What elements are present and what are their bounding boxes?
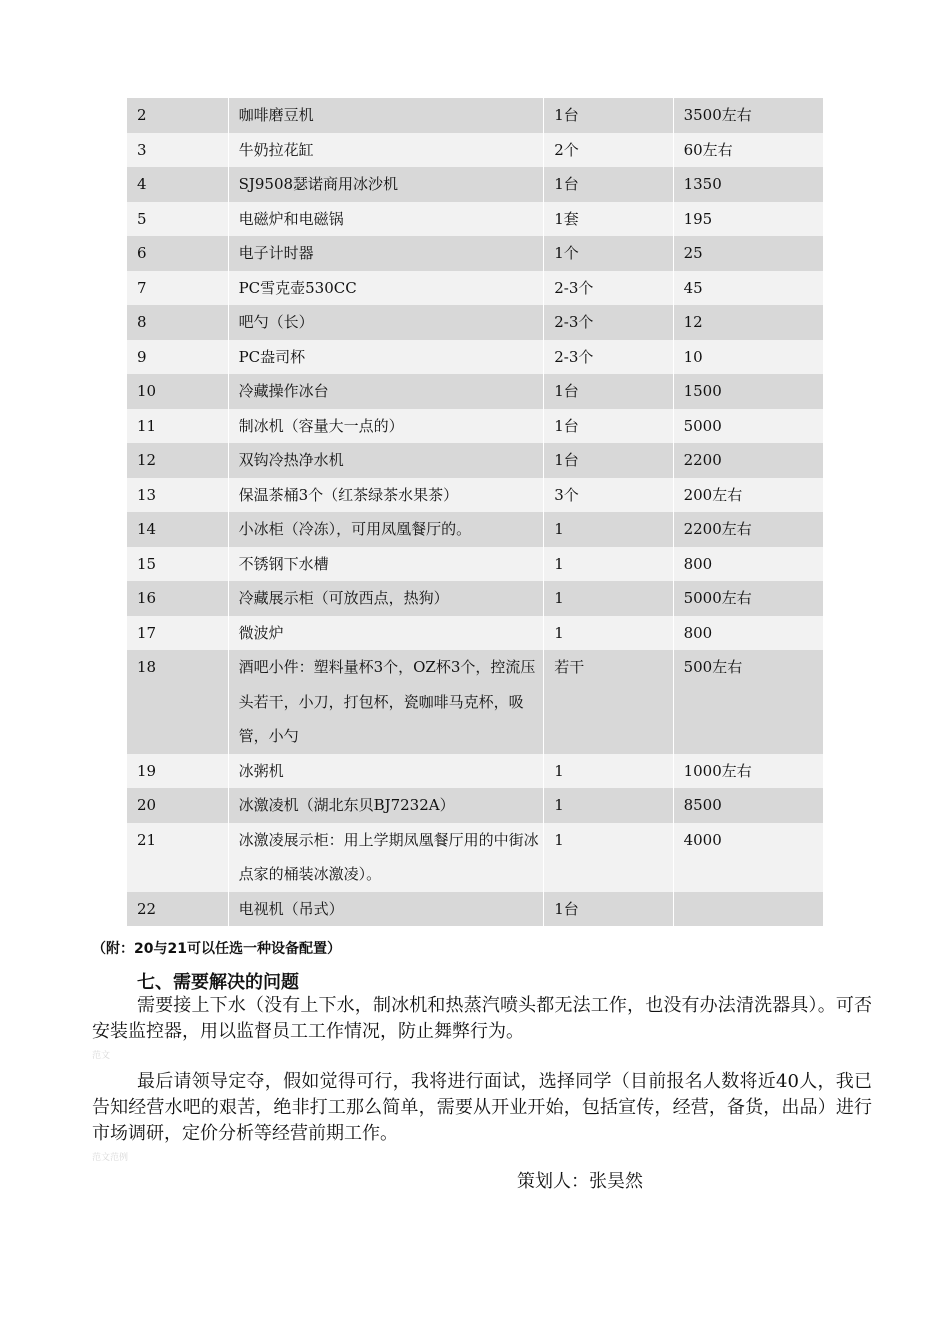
table-row: [127, 374, 823, 409]
cell-index: 15: [127, 547, 228, 582]
table-row: [127, 340, 823, 375]
cell-index: 22: [127, 892, 228, 927]
equipment-table: [127, 98, 823, 926]
table-row: [127, 271, 823, 306]
cell-index: 20: [127, 788, 228, 823]
cell-index: 16: [127, 581, 228, 616]
cell-index: 11: [127, 409, 228, 444]
table-row: [127, 581, 823, 616]
table-row: [127, 547, 823, 582]
table-row: [127, 754, 823, 789]
table-row: [127, 133, 823, 168]
section-heading: 七、需要解决的问题: [137, 972, 299, 993]
cell-quantity: 1台: [544, 443, 673, 478]
cell-price: 1500: [673, 374, 823, 409]
cell-index: 19: [127, 754, 228, 789]
cell-price: 60左右: [673, 133, 823, 168]
cell-index: 10: [127, 374, 228, 409]
cell-quantity: 1: [544, 788, 673, 823]
cell-item: 牛奶拉花缸: [228, 133, 544, 168]
cell-item: 冷藏操作冰台: [228, 374, 544, 409]
faint-watermark-text: 范文: [92, 1051, 111, 1061]
table-row: [127, 236, 823, 271]
cell-index: 3: [127, 133, 228, 168]
cell-item: 电子计时器: [228, 236, 544, 271]
cell-price: 195: [673, 202, 823, 237]
table-row: [127, 443, 823, 478]
cell-index: 17: [127, 616, 228, 651]
cell-price: 5000: [673, 409, 823, 444]
cell-index: 4: [127, 167, 228, 202]
cell-index: 12: [127, 443, 228, 478]
cell-price: 25: [673, 236, 823, 271]
cell-price: 500左右: [673, 650, 823, 754]
cell-price: [673, 892, 823, 927]
cell-quantity: 1: [544, 823, 673, 892]
cell-item: 冰激凌展示柜：用上学期凤凰餐厅用的中街冰点家的桶装冰激凌）。: [228, 823, 544, 892]
cell-quantity: 1台: [544, 98, 673, 133]
cell-item: SJ9508瑟诺商用冰沙机: [228, 167, 544, 202]
cell-item: 小冰柜（冷冻），可用凤凰餐厅的。: [228, 512, 544, 547]
table-row: [127, 892, 823, 927]
cell-item: 电视机（吊式）: [228, 892, 544, 927]
table-row: [127, 202, 823, 237]
cell-price: 800: [673, 616, 823, 651]
cell-quantity: 1: [544, 512, 673, 547]
cell-price: 10: [673, 340, 823, 375]
cell-quantity: 1: [544, 616, 673, 651]
cell-quantity: 1台: [544, 374, 673, 409]
cell-item: 制冰机（容量大一点的）: [228, 409, 544, 444]
cell-quantity: 若干: [544, 650, 673, 754]
cell-index: 21: [127, 823, 228, 892]
cell-index: 8: [127, 305, 228, 340]
cell-item: 微波炉: [228, 616, 544, 651]
cell-index: 14: [127, 512, 228, 547]
table-row: [127, 305, 823, 340]
cell-index: 2: [127, 98, 228, 133]
cell-item: 酒吧小件：塑料量杯3个，OZ杯3个，控流压头若干，小刀，打包杯，瓷咖啡马克杯，吸管，小勺: [228, 650, 544, 754]
table-row: [127, 478, 823, 513]
table-row: [127, 788, 823, 823]
table-row: [127, 650, 823, 754]
cell-index: 18: [127, 650, 228, 754]
table-footnote: （附：20与21可以任选一种设备配置）: [92, 941, 341, 957]
cell-price: 4000: [673, 823, 823, 892]
cell-quantity: 1: [544, 547, 673, 582]
cell-price: 8500: [673, 788, 823, 823]
cell-quantity: 1: [544, 754, 673, 789]
cell-index: 13: [127, 478, 228, 513]
cell-index: 6: [127, 236, 228, 271]
cell-price: 200左右: [673, 478, 823, 513]
cell-item: 电磁炉和电磁锅: [228, 202, 544, 237]
cell-item: 双钩冷热净水机: [228, 443, 544, 478]
cell-price: 2200左右: [673, 512, 823, 547]
cell-index: 9: [127, 340, 228, 375]
table-row: [127, 823, 823, 892]
cell-index: 5: [127, 202, 228, 237]
cell-item: 不锈钢下水槽: [228, 547, 544, 582]
cell-quantity: 1个: [544, 236, 673, 271]
table-row: [127, 512, 823, 547]
table-row: [127, 98, 823, 133]
cell-item: 咖啡磨豆机: [228, 98, 544, 133]
cell-item: 冷藏展示柜（可放西点，热狗）: [228, 581, 544, 616]
cell-item: 保温茶桶3个（红茶绿茶水果茶）: [228, 478, 544, 513]
cell-quantity: 1台: [544, 167, 673, 202]
cell-quantity: 2-3个: [544, 340, 673, 375]
faint-watermark-text: 范文范例: [92, 1153, 129, 1163]
paragraph-conclusion: 最后请领导定夺，假如觉得可行，我将进行面试，选择同学（目前报名人数将近40人，我已告知经营水吧的艰苦，绝非打工那么简单，需要从开业开始，包括宣传，经营，备货，出品）进行市场调研，定价分析等经营前期工作。: [92, 1071, 872, 1144]
cell-quantity: 2-3个: [544, 305, 673, 340]
cell-item: 吧勺（长）: [228, 305, 544, 340]
cell-quantity: 3个: [544, 478, 673, 513]
table-row: [127, 616, 823, 651]
cell-quantity: 1: [544, 581, 673, 616]
paragraph-water-and-monitoring: 需要接上下水（没有上下水，制冰机和热蒸汽喷头都无法工作，也没有办法清洗器具）。可否安装监控器，用以监督员工工作情况，防止舞弊行为。: [92, 995, 872, 1042]
cell-quantity: 2个: [544, 133, 673, 168]
equipment-table-body: [127, 98, 823, 926]
cell-item: 冰粥机: [228, 754, 544, 789]
cell-price: 800: [673, 547, 823, 582]
table-row: [127, 409, 823, 444]
table-row: [127, 167, 823, 202]
cell-quantity: 2-3个: [544, 271, 673, 306]
cell-quantity: 1台: [544, 892, 673, 927]
cell-item: PC盎司杯: [228, 340, 544, 375]
cell-price: 1350: [673, 167, 823, 202]
cell-quantity: 1套: [544, 202, 673, 237]
cell-index: 7: [127, 271, 228, 306]
cell-price: 1000左右: [673, 754, 823, 789]
cell-item: 冰激凌机（湖北东贝BJ7232A）: [228, 788, 544, 823]
cell-quantity: 1台: [544, 409, 673, 444]
cell-price: 45: [673, 271, 823, 306]
cell-price: 3500左右: [673, 98, 823, 133]
signature: 策划人：张昊然: [517, 1171, 643, 1192]
cell-price: 2200: [673, 443, 823, 478]
cell-price: 5000左右: [673, 581, 823, 616]
cell-price: 12: [673, 305, 823, 340]
cell-item: PC雪克壶530CC: [228, 271, 544, 306]
